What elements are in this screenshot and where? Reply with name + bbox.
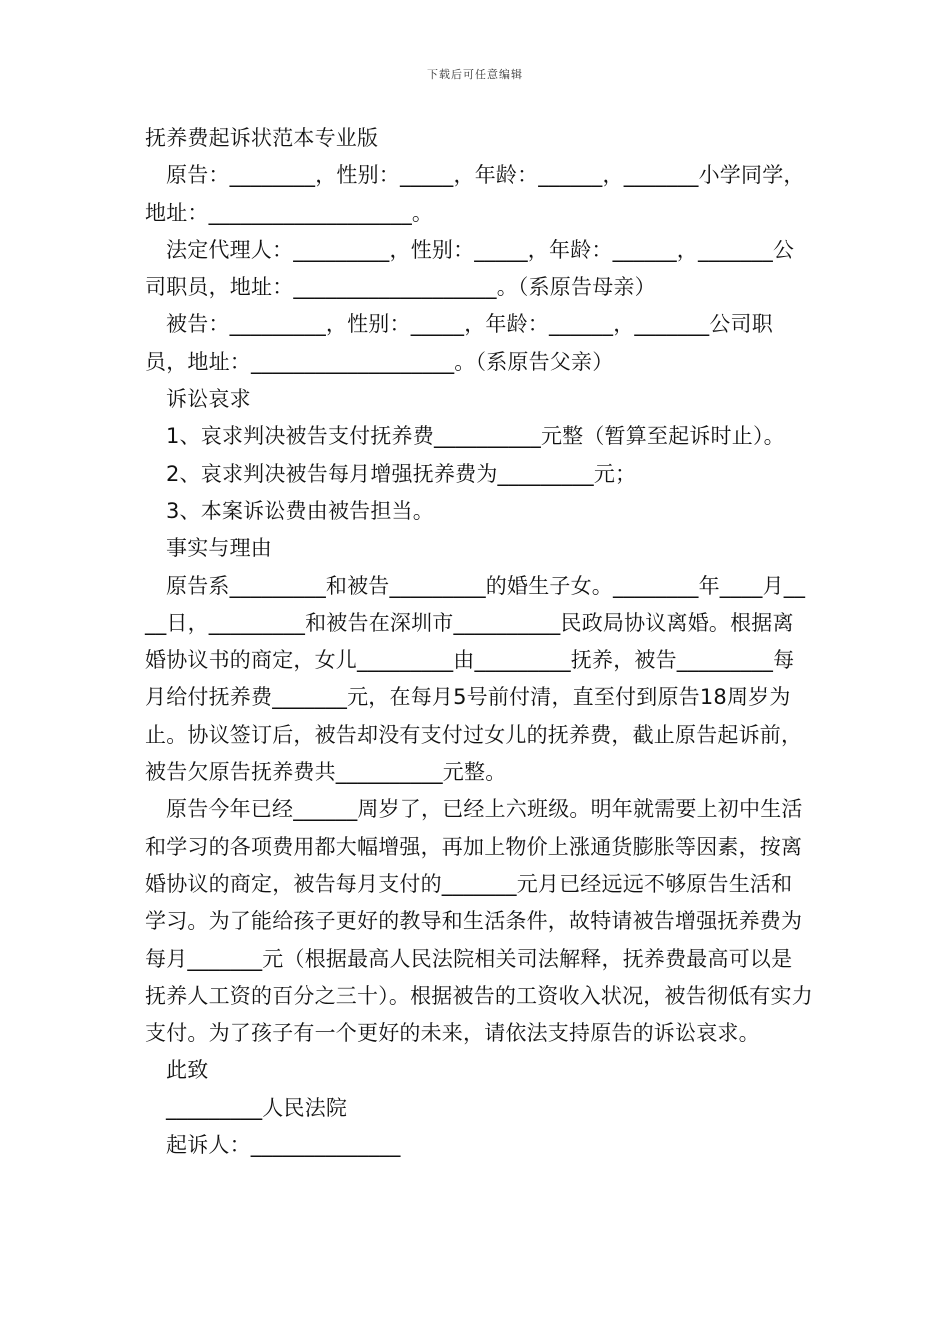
document-title: 抚养费起诉状范本专业版 — [145, 126, 379, 150]
claims-heading: 诉讼哀求 — [166, 387, 251, 412]
claim-item-3: 3、本案诉讼费由被告担当。 — [166, 498, 434, 523]
salutation: 此致 — [166, 1058, 209, 1083]
legal-representative-paragraph: 法定代理人：_________，性别：_____，年龄：______，_______公司职员，地址：___________________。（系原告母亲） — [145, 237, 795, 300]
signature-line: 起诉人：______________ — [166, 1133, 401, 1158]
facts-heading: 事实与理由 — [166, 536, 272, 561]
court-line: _________人民法院 — [166, 1095, 348, 1120]
defendant-paragraph: 被告：_________，性别：_____，年龄：______，_______公司职员，地址：___________________。（系原告父亲） — [145, 312, 773, 374]
facts-paragraph-2: 原告今年已经______周岁了，已经上六班级。明年就需要上初中生活和学习的各项费用都大幅增强，再加上物价上涨通货膨胀等因素，按离婚协议的商定，被告每月支付的_______元月已经远远不够原告生活和学习。为了能给孩子更好的教导和生活条件，故特请被告增强抚养费为每月_______元（根据最高人民法院相关司法解释，抚养费最高可以是抚养人工资的百分之三十）。根据被告的工资收入状况，被告彻低有实力支付。为了孩子有一个更好的未来，请依法支持原告的诉讼哀求。 — [145, 797, 813, 1046]
page-header: 下载后可任意编辑 — [427, 68, 523, 81]
claim-item-2: 2、哀求判决被告每月增强抚养费为_________元； — [166, 461, 637, 486]
claim-item-1: 1、哀求判决被告支付抚养费__________元整（暂算至起诉时止）。 — [166, 424, 785, 449]
plaintiff-paragraph: 原告：________，性别：_____，年龄：______，_______小学同学，地址：___________________。 — [145, 163, 805, 225]
facts-paragraph-1: 原告系_________和被告_________的婚生子女。________年____月____日，_________和被告在深圳市__________民政局协议离婚。根据离婚协议书的商定，女儿_________由_________抚养，被告_________每月给付抚养费_______元，在每月5号前付清，直至付到原告18周岁为止。协议签订后，被告却没有支付过女儿的抚养费，截止原告起诉前，被告欠原告抚养费共__________元整。 — [145, 573, 806, 785]
document-body — [145, 120, 813, 1164]
